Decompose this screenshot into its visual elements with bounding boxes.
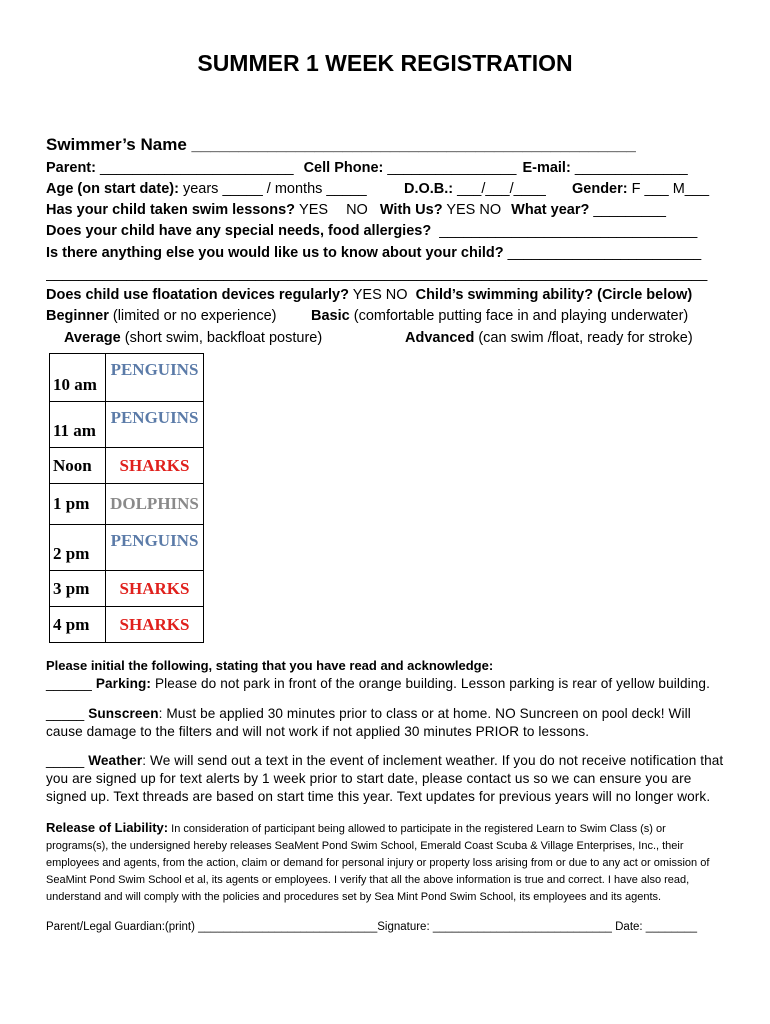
sunscreen-text: : Must be applied 30 minutes prior to class or at home. NO Suncreen on pool deck! Will cause damage to the filters and will not work if not applied 30 minutes PRIOR to lessons. bbox=[46, 706, 691, 739]
dob-label: D.O.B.: bbox=[404, 181, 454, 197]
with-us-label: With Us? bbox=[379, 202, 443, 218]
schedule-time: 4 pm bbox=[50, 607, 106, 643]
acknowledge-intro: Please initial the following, stating that you have read and acknowledge: bbox=[46, 658, 494, 673]
schedule-class-sharks: SHARKS bbox=[106, 571, 204, 607]
schedule-class-sharks: SHARKS bbox=[106, 607, 204, 643]
parent-field[interactable]: ________________________ bbox=[100, 160, 294, 176]
release-text: In consideration of participant being allowed to participate in the registered Learn to Swim Class (s) or programs(s), the undersigned hereby releases SeaMent Pond Swim School, Emerald Coast Scuba & Village Enterprises, Inc., their employees and agents, from the action, claim or demand for personal injury or property loss arising from or due to any act or omission of SeaMint Pond Swim School et al, its agents or employees. I verify that all the above information is true and correct. I have also read, understand and will comply with the policies and procedures set by Sea Mint Pond Swim School, its employees and its agents. bbox=[46, 823, 710, 903]
schedule-row[interactable] bbox=[50, 525, 204, 571]
beginner-label: Beginner bbox=[46, 308, 109, 324]
cell-phone-label: Cell Phone: bbox=[303, 160, 384, 176]
swimmer-name-field[interactable]: Swimmer’s Name _______________________________________________ bbox=[46, 135, 636, 154]
weather-text: : We will send out a text in the event of inclement weather. If you do not receive notification that you are signed up for text alerts by 1 week prior to start date, please contact us so we can ensure you are signed up. Text threads are based on start time this year. Text updates for previous years will no longer work. bbox=[46, 753, 724, 804]
with-us-options[interactable]: YES NO bbox=[446, 202, 502, 218]
schedule-time: 11 am bbox=[50, 402, 106, 448]
schedule-class-penguins: PENGUINS bbox=[106, 402, 204, 448]
swimming-ability-question: Child’s swimming ability? (Circle below) bbox=[415, 287, 693, 303]
schedule-row[interactable] bbox=[50, 484, 204, 525]
floatation-options[interactable]: YES NO bbox=[352, 287, 408, 303]
schedule-row[interactable] bbox=[50, 354, 204, 402]
email-label: E-mail: bbox=[522, 160, 571, 176]
guardian-signature-line[interactable]: Parent/Legal Guardian:(print) ____________________________Signature: ____________________________ Date: ________ bbox=[46, 921, 697, 933]
sunscreen-initial-field[interactable]: _____ bbox=[46, 706, 85, 721]
age-field[interactable]: years _____ / months _____ bbox=[182, 181, 367, 197]
ability-advanced[interactable] bbox=[405, 330, 693, 347]
schedule-row[interactable] bbox=[50, 571, 204, 607]
schedule-class-penguins: PENGUINS bbox=[106, 525, 204, 571]
lessons-question: Has your child taken swim lessons? bbox=[46, 202, 295, 218]
beginner-description: (limited or no experience) bbox=[112, 308, 277, 324]
gender-row bbox=[572, 181, 709, 198]
email-field[interactable]: ______________ bbox=[574, 160, 688, 176]
basic-label: Basic bbox=[311, 308, 350, 324]
cell-phone-field[interactable]: ________________ bbox=[387, 160, 517, 176]
anything-else-question: Is there anything else you would like us to know about your child? bbox=[46, 245, 504, 261]
parking-item bbox=[46, 675, 726, 693]
what-year-field[interactable]: _________ bbox=[593, 202, 666, 218]
special-needs-question: Does your child have any special needs, food allergies? bbox=[46, 223, 432, 239]
gender-field[interactable]: F ___ M___ bbox=[631, 181, 710, 197]
weather-item bbox=[46, 752, 726, 806]
schedule-time: 3 pm bbox=[50, 571, 106, 607]
advanced-label: Advanced bbox=[405, 330, 475, 346]
schedule-row[interactable] bbox=[50, 402, 204, 448]
sunscreen-item bbox=[46, 705, 726, 741]
schedule-time: 1 pm bbox=[50, 484, 106, 525]
release-of-liability bbox=[46, 819, 726, 906]
parking-label: Parking: bbox=[95, 676, 152, 691]
advanced-description: (can swim /float, ready for stroke) bbox=[478, 330, 693, 346]
float-row bbox=[46, 287, 692, 304]
dob-field[interactable]: ___/___/____ bbox=[457, 181, 546, 197]
release-label: Release of Liability: bbox=[46, 820, 169, 835]
anything-else-field[interactable]: ________________________ bbox=[507, 245, 702, 261]
floatation-question: Does child use floatation devices regularly? bbox=[46, 287, 349, 303]
anything-else-continuation-field[interactable]: __________________________________________________________________________________ bbox=[46, 266, 708, 282]
schedule-class-sharks: SHARKS bbox=[106, 448, 204, 484]
parking-initial-field[interactable]: ______ bbox=[46, 676, 92, 691]
schedule-time: 10 am bbox=[50, 354, 106, 402]
schedule-row[interactable] bbox=[50, 448, 204, 484]
else-row bbox=[46, 245, 701, 262]
ability-basic[interactable] bbox=[311, 308, 688, 325]
what-year-label: What year? bbox=[511, 202, 590, 218]
schedule-row[interactable] bbox=[50, 607, 204, 643]
parking-text: Please do not park in front of the orange building. Lesson parking is rear of yellow building. bbox=[154, 676, 710, 691]
age-row bbox=[46, 181, 367, 198]
schedule-class-dolphins: DOLPHINS bbox=[106, 484, 204, 525]
dob-row bbox=[404, 181, 546, 198]
ability-beginner[interactable] bbox=[46, 308, 276, 325]
sunscreen-label: Sunscreen bbox=[88, 706, 159, 721]
weather-initial-field[interactable]: _____ bbox=[46, 753, 85, 768]
needs-row bbox=[46, 223, 697, 240]
lessons-row bbox=[46, 202, 666, 219]
gender-label: Gender: bbox=[572, 181, 628, 197]
lessons-options[interactable]: YES NO bbox=[299, 202, 368, 218]
weather-label: Weather bbox=[88, 753, 143, 768]
parent-label: Parent: bbox=[46, 160, 96, 176]
parent-row bbox=[46, 160, 688, 177]
schedule-class-penguins: PENGUINS bbox=[106, 354, 204, 402]
special-needs-field[interactable]: ________________________________ bbox=[439, 223, 698, 239]
schedule-time: Noon bbox=[50, 448, 106, 484]
basic-description: (comfortable putting face in and playing underwater) bbox=[353, 308, 689, 324]
schedule-time: 2 pm bbox=[50, 525, 106, 571]
age-label: Age (on start date): bbox=[46, 181, 179, 197]
page-title: SUMMER 1 WEEK REGISTRATION bbox=[197, 50, 573, 76]
average-description: (short swim, backfloat posture) bbox=[124, 330, 323, 346]
average-label: Average bbox=[64, 330, 121, 346]
class-schedule-table bbox=[49, 353, 204, 643]
ability-average[interactable] bbox=[64, 330, 322, 347]
